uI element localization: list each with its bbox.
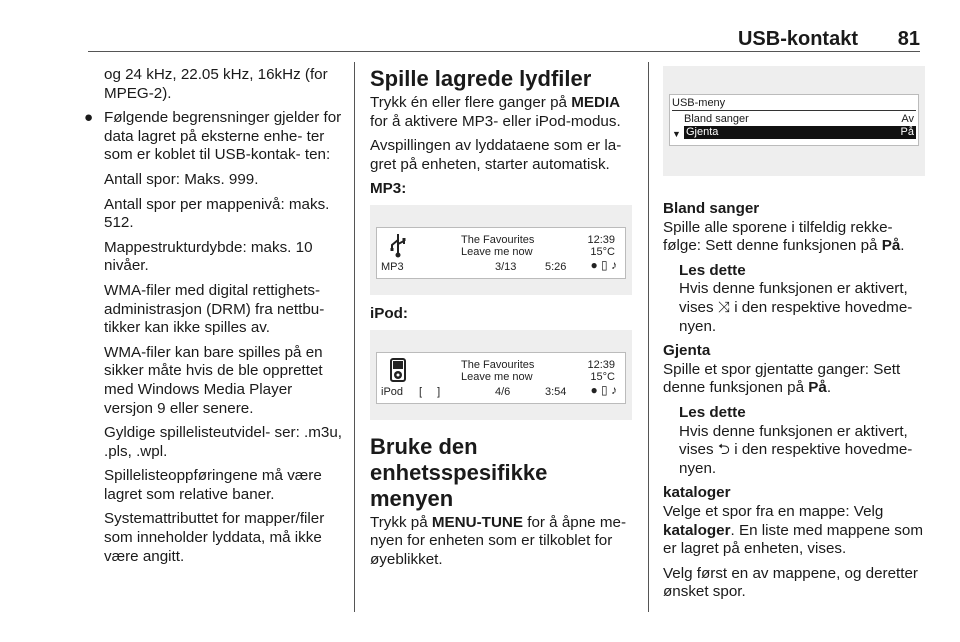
ipod-display-image <box>370 330 632 420</box>
folders-heading: kataloger <box>663 484 731 502</box>
list-item: Spillelisteoppføringene må være lagret som relative baner. <box>104 467 322 503</box>
list-item: WMA-filer kan bare spilles på en sikker måte hvis de ble opprettet med Windows Media Player versjon 9 eller senere. <box>104 343 323 417</box>
source-text: iPod <box>381 385 404 398</box>
title-text: Leave me now <box>461 370 533 383</box>
column-3 <box>663 66 925 608</box>
page-title: USB-kontakt <box>737 28 858 50</box>
source-text: MP3 <box>381 260 404 273</box>
temperature-text: 15°C <box>590 370 615 383</box>
artist-text: The Favourites <box>461 358 535 371</box>
bullet-item <box>84 109 344 165</box>
selection-arrow-icon: ▼ <box>672 129 681 139</box>
shuffle-icon: ⤨ <box>717 298 730 316</box>
list-item: WMA-filer med digital rettighets- administrasjon (DRM) fra nettbu- tikker kan ikke spilles av. <box>104 281 325 337</box>
paragraph: Spille et spor gjentatte ganger: Sett denne funksjonen på På. <box>663 360 901 397</box>
header-rule <box>88 51 920 52</box>
status-icons: ● ▯ ♪ <box>590 257 617 272</box>
elapsed-text: 5:26 <box>545 260 567 273</box>
paragraph: og 24 kHz, 22.05 kHz, 16kHz (for MPEG-2). <box>104 66 328 102</box>
track-text: 3/13 <box>495 260 517 273</box>
column-2 <box>370 66 632 575</box>
usb-menu-screen <box>669 94 919 146</box>
section-heading: Bruke den enhetsspesifikke menyen <box>370 433 548 511</box>
note-box <box>663 404 925 478</box>
note-text: Hvis denne funksjonen er aktivert, vises ⮌ i den respektive hovedme- nyen. <box>679 422 913 477</box>
clock-text: 12:39 <box>587 233 615 246</box>
ipod-icon <box>387 357 409 383</box>
list-item: Antall spor per mappenivå: maks. 512. <box>104 195 330 232</box>
menu-rule <box>672 110 916 111</box>
list-item: Antall spor: Maks. 999. <box>104 170 259 188</box>
paragraph: Velg først en av mappene, og deretter ønsket spor. <box>663 564 918 601</box>
menu-title: USB-meny <box>672 97 726 109</box>
menu-row-repeat: Gjenta På <box>686 126 914 138</box>
column-1 <box>84 66 344 572</box>
paragraph: Velge et spor fra en mappe: Velg kataloger. En liste med mappene som er lagret på enheten, vises. <box>663 502 924 558</box>
note-title: Les dette <box>679 261 746 279</box>
menu-tune-key: MENU-TUNE <box>431 513 524 531</box>
repeat-heading: Gjenta <box>663 342 711 360</box>
section-heading: Spille lagrede lydfiler <box>370 66 592 91</box>
brackets-text: [ ] <box>419 385 447 398</box>
artist-text: The Favourites <box>461 233 535 246</box>
elapsed-text: 3:54 <box>545 385 567 398</box>
paragraph: Avspillingen av lyddataene som er la- gret på enheten, starter automatisk. <box>370 137 622 173</box>
paragraph: Trykk én eller flere ganger på MEDIA for å aktivere MP3- eller iPod-modus. <box>370 94 621 130</box>
column-divider-1 <box>354 62 355 612</box>
paragraph: Spille alle sporene i tilfeldig rekke- følge: Sett denne funksjonen på På. <box>663 218 905 255</box>
mp3-display-image <box>370 205 632 295</box>
note-title: Les dette <box>679 403 746 421</box>
mp3-screen <box>376 227 626 279</box>
usb-menu-display-image <box>663 66 925 176</box>
paragraph: Trykk på MENU-TUNE for å åpne me- nyen for enheten som er tilkoblet for øyeblikket. <box>370 513 627 568</box>
track-text: 4/6 <box>495 385 511 398</box>
menu-row-shuffle: Bland sanger Av <box>684 113 914 125</box>
list-item: Mappestrukturdybde: maks. 10 nivåer. <box>104 238 313 275</box>
temperature-text: 15°C <box>590 245 615 258</box>
page-header <box>0 0 960 50</box>
shuffle-heading: Bland sanger <box>663 200 760 217</box>
clock-text: 12:39 <box>587 358 615 371</box>
ipod-label: iPod: <box>370 304 408 322</box>
usb-icon <box>387 232 409 258</box>
note-text: Hvis denne funksjonen er aktivert, vises ⤨ i den respektive hovedme- nyen. <box>679 280 913 335</box>
list-item: Gyldige spillelisteutvidel- ser: .m3u, .pls, .wpl. <box>104 424 343 460</box>
repeat-icon: ⮌ <box>717 441 730 459</box>
ipod-screen <box>376 352 626 404</box>
status-icons: ● ▯ ♪ <box>590 382 617 397</box>
column-divider-2 <box>648 62 649 612</box>
page-number: 81 <box>897 28 920 50</box>
note-box <box>663 262 925 336</box>
list-item: Systemattributtet for mapper/filer som inneholder lyddata, må ikke være angitt. <box>104 510 325 565</box>
bullet-icon: ● <box>84 109 94 127</box>
mp3-label: MP3: <box>370 180 407 198</box>
title-text: Leave me now <box>461 245 533 258</box>
media-key: MEDIA <box>571 94 621 111</box>
bullet-text: Følgende begrensninger gjelder for data lagret på eksterne enhe- ter som er koblet til USB-kontak- ten: <box>104 109 342 164</box>
